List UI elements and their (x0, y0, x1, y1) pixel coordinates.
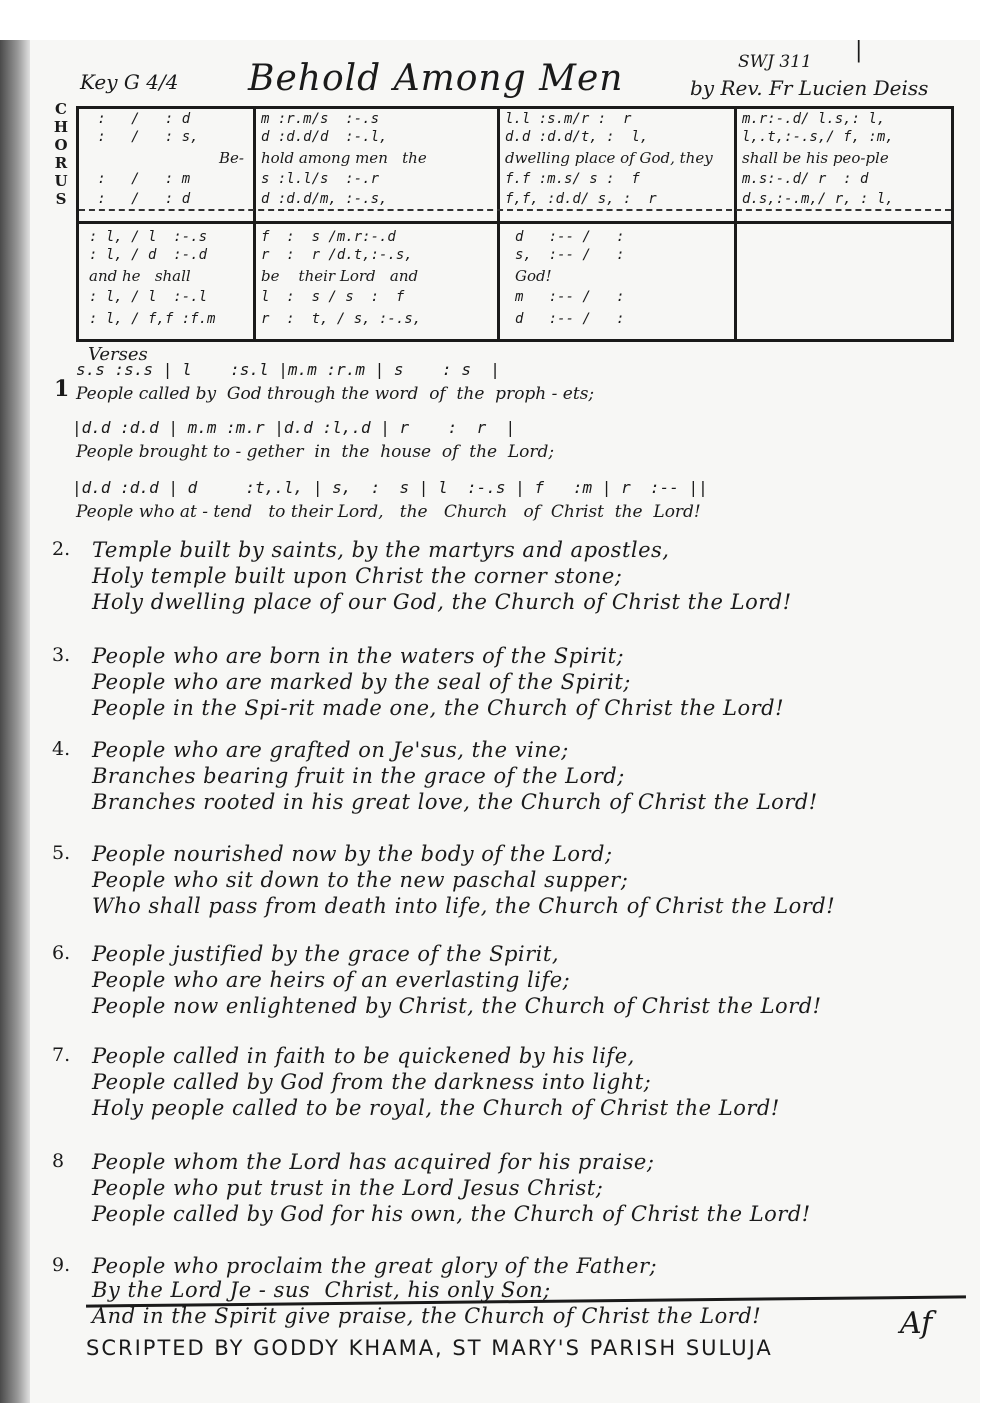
verse-number: 9. (52, 1254, 71, 1276)
solfa-line: d.d :d.d/t, : l, (505, 129, 649, 145)
grid-divider (253, 109, 256, 339)
lyric-line: People who proclaim the great glory of the Father; (92, 1254, 658, 1278)
lyric-line: People whom the Lord has acquired for his praise; (92, 1150, 655, 1174)
solfa-line: f : s /m.r:-.d (261, 229, 396, 245)
verse-number: 6. (52, 942, 71, 964)
chorus-lyric: Be- (219, 149, 244, 167)
lyric-line: People called by God through the word of the proph - ets; (76, 384, 595, 404)
solfa-line: m :-- / : (515, 289, 625, 305)
lyric-line: Temple built by saints, by the martyrs and apostles, (92, 538, 670, 562)
signature: Af (900, 1306, 933, 1341)
solfa-line: f.f :m.s/ s : f (505, 171, 640, 187)
verse-number: 4. (52, 738, 71, 760)
solfa-line: l,.t,:-.s,/ f, :m, (742, 129, 894, 145)
key-signature: Key G 4/4 (80, 70, 179, 94)
solfa-line: s, :-- / : (515, 247, 625, 263)
grid-divider (734, 109, 737, 339)
chorus-lyric: God! (515, 267, 552, 285)
solfa-line: : / : s, (89, 129, 199, 145)
lyric-line: Who shall pass from death into life, the Church of Christ the Lord! (92, 894, 836, 918)
solfa-line: : / : d (89, 111, 191, 127)
song-title: Behold Among Men (248, 58, 624, 99)
lyric-line: People called by God for his own, the Church of Christ the Lord! (92, 1202, 811, 1226)
solfa-line: : / : d (89, 191, 191, 207)
lyric-line: People justified by the grace of the Spirit, (92, 942, 560, 966)
verse-number: 8 (52, 1150, 65, 1172)
chorus-label (52, 100, 70, 208)
verse-number: 1 (54, 376, 70, 402)
verse-number: 2. (52, 538, 71, 560)
solfa-line: |d.d :d.d | m.m :m.r |d.d :l,.d | r : r | (72, 418, 516, 437)
book-spine (0, 40, 30, 1403)
solfa-line: m.s:-.d/ r : d (742, 171, 869, 187)
solfa-line: d :-- / : (515, 311, 625, 327)
solfa-line: s :l.l/s :-.r (261, 171, 380, 187)
chorus-letter: H (53, 118, 69, 136)
lyric-line: People brought to - gether in the house of the Lord; (76, 442, 555, 462)
chorus-letter: U (54, 172, 68, 190)
solfa-line: d.s,:-.m,/ r, : l, (742, 191, 894, 207)
chorus-letter: O (54, 136, 68, 154)
solfa-line: f,f, :d.d/ s, : r (505, 191, 657, 207)
solfa-line: m.r:-.d/ l.s,: l, (742, 111, 886, 127)
lyric-line: Holy temple built upon Christ the corner stone; (92, 564, 623, 588)
solfa-line: r : t, / s, :-.s, (261, 311, 422, 327)
verse-number: 3. (52, 644, 71, 666)
solfa-line: d :d.d/m, :-.s, (261, 191, 388, 207)
solfa-line: : l, / l :-.l (89, 289, 208, 305)
chorus-lyric: be their Lord and (261, 267, 419, 285)
scribe-credit: SCRIPTED BY GODDY KHAMA, ST MARY'S PARISH SULUJA (86, 1336, 773, 1360)
lyric-line: Branches rooted in his great love, the Church of Christ the Lord! (92, 790, 818, 814)
lyric-line: By the Lord Je - sus Christ, his only Son; (92, 1278, 551, 1302)
solfa-line: r : r /d.t,:-.s, (261, 247, 413, 263)
verse-number: 5. (52, 842, 71, 864)
lyric-line: People who sit down to the new paschal supper; (92, 868, 629, 892)
solfa-line: : l, / l :-.s (89, 229, 208, 245)
lyric-line: Holy people called to be royal, the Church of Christ the Lord! (92, 1096, 780, 1120)
grid-row-divider (79, 221, 951, 224)
solfa-line: |d.d :d.d | d :t,.l, | s, : s | l :-.s | f :m | r :-- || (72, 478, 708, 497)
solfa-line: l.l :s.m/r : r (505, 111, 632, 127)
lyric-line: People who are born in the waters of the Spirit; (92, 644, 625, 668)
lyric-line: People who put trust in the Lord Jesus Christ; (92, 1176, 604, 1200)
chorus-lyric: dwelling place of God, they (505, 149, 713, 167)
lyric-line: People who are heirs of an everlasting life; (92, 968, 571, 992)
solfa-line: l : s / s : f (261, 289, 405, 305)
chorus-grid (76, 106, 954, 342)
page-mark: | (855, 38, 863, 63)
solfa-line: : l, / d :-.d (89, 247, 208, 263)
title-row (80, 58, 960, 108)
chorus-lyric: and he shall (89, 267, 191, 285)
lyric-line: People called in faith to be quickened by his life, (92, 1044, 635, 1068)
chorus-letter: R (54, 154, 68, 172)
lyric-line: People in the Spi-rit made one, the Church of Christ the Lord! (92, 696, 785, 720)
solfa-line: d :-- / : (515, 229, 625, 245)
solfa-line: m :r.m/s :-.s (261, 111, 380, 127)
composer-byline: by Rev. Fr Lucien Deiss (690, 76, 929, 100)
verse-number: 7. (52, 1044, 71, 1066)
lyric-line: And in the Spirit give praise, the Church of Christ the Lord! (92, 1304, 762, 1328)
lyric-line: People who are grafted on Je'sus, the vine; (92, 738, 569, 762)
lyric-line: Holy dwelling place of our God, the Church of Christ the Lord! (92, 590, 792, 614)
solfa-line: : l, / f,f :f.m (89, 311, 216, 327)
chorus-lyric: shall be his peo-ple (742, 149, 889, 167)
hymn-reference: SWJ 311 (738, 52, 812, 72)
lyric-line: People who at - tend to their Lord, the Church of Christ the Lord! (76, 502, 701, 522)
grid-divider (497, 109, 500, 339)
grid-dash (79, 209, 951, 211)
chorus-letter: C (55, 100, 67, 118)
chorus-letter: S (55, 190, 67, 208)
lyric-line: People called by God from the darkness into light; (92, 1070, 652, 1094)
solfa-line: d :d.d/d :-.l, (261, 129, 388, 145)
lyric-line: People now enlightened by Christ, the Church of Christ the Lord! (92, 994, 822, 1018)
lyric-line: People who are marked by the seal of the Spirit; (92, 670, 631, 694)
lyric-line: People nourished now by the body of the Lord; (92, 842, 613, 866)
verses-heading: Verses (88, 344, 148, 365)
solfa-line: s.s :s.s | l :s.l |m.m :r.m | s : s | (76, 360, 500, 379)
lyric-line: Branches bearing fruit in the grace of the Lord; (92, 764, 625, 788)
solfa-line: : / : m (89, 171, 191, 187)
chorus-lyric: hold among men the (261, 149, 427, 167)
